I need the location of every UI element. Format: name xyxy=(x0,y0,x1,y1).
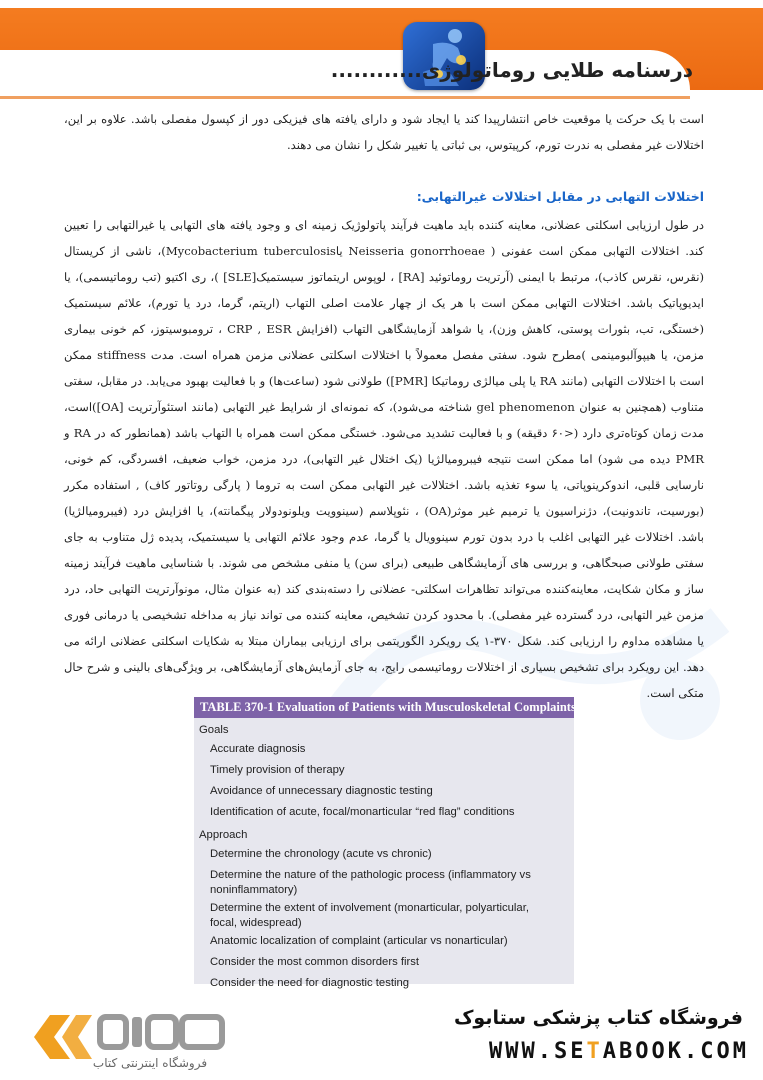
store-url xyxy=(489,1039,749,1064)
table-row: Determine the nature of the pathologic process (inflammatory vs noninflammatory) xyxy=(210,869,531,896)
logo-caption: فروشگاه اینترنتی کتاب xyxy=(92,1056,208,1070)
evaluation-table xyxy=(194,697,576,989)
table-row: Identification of acute, focal/monarticular “red flag” conditions xyxy=(210,806,515,818)
table-row: Consider the most common disorders first xyxy=(210,956,420,968)
table-row: Determine the extent of involvement (monarticular, polyarticular, focal, widespread) xyxy=(210,902,529,929)
url-part1: WWW.SE xyxy=(489,1039,587,1064)
url-part2: ABOOK.COM xyxy=(602,1039,749,1064)
main-paragraph: در طول ارزیابی اسکلتی عضلانی، معاینه کننده باید ماهیت فرآیند پاتولوژیک زمینه ای و وجود یافته های التهابی یا غیرالتهابی را تعیین کند. اختلالات التهابی ممکن است عفونی ( Neisseria gonorrhoeae یاMycobacterium tuberculosis)، ناشی از کریستال (نقرس، نقرس کاذب)، مرتبط با ایمنی (آرتریت روماتوئید [RA] ، لوپوس اریتماتوز سیستمیک[SLE] )، ری اکتیو (تب روماتیسمی)، یا ایدیوپاتیک باشد. اختلالات التهابی ممکن است با هر یک از چهار علامت اصلی التهاب (اریتم، گرما، درد یا تورم)، علائم سیستمیک (خستگی، تب، بثورات پوستی، کاهش وزن)، یا شواهد آزمایشگاهی التهاب (افزایش CRP , ESR ، ترومبوسیتوز، کم خونی بیماری مزمن، یا هیپوآلبومینمی )مطرح شود. سفتی مفصل معمولاً با اختلالات اسکلتی عضلانی مزمن همراه است. مدت stiffness ممکن است با اختلالات التهابی (مانند RA یا پلی میالژی روماتیکا [PMR]) طولانی شود (ساعت‌ها) و با فعالیت بهبود می‌یابد. در مقابل، سفتی متناوب (همچنین به عنوان gel phenomenon شناخته می‌شود)، که نمونه‌ای از شرایط غیر التهابی (مانند استئوآرتریت [OA])است، مدت زمان کوتاه‌تری دارد (<۶۰ دقیقه) و با فعالیت تشدید می‌شود. خستگی ممکن است همراه با التهاب باشد (همانطور که در RA و PMR دیده می شود) اما ممکن است نتیجه فیبرومیالژیا (یک اختلال غیر التهابی)، درد مزمن، خواب ضعیف، افسردگی، کم خونی، نارسایی قلبی، اندوکرینوپاتی، یا سوء تغذیه باشد. اختلالات غیر التهابی ممکن است به تروما ( پارگی روتاتور کاف) , استفاده مکرر (بورسیت، تاندونیت)، دژنراسیون یا ترمیم غیر موثر(OA) ، نئوپلاسم (سینوویت ویلونودولار پیگمانته)، یا افزایش درد (فیبرومیالژیا) باشد. اختلالات غیر التهابی اغلب با درد بدون تورم سینوویال یا گرما، عدم وجود علائم التهابی یا سیستمیک، پدیده ژل متناوب به جای سفتی طولانی صبحگاهی، و بررسی های آزمایشگاهی طبیعی (برای سن) یا منفی مشخص می شوند. با شناسایی ماهیت فرآیند زمینه ساز و مکان شکایت، معاینه‌کننده می‌تواند تظاهرات اسکلتی- عضلانی را دسته‌بندی کند (به عنوان مثال، مونوآرتریت التهابی حاد، درد مزمن غیر التهابی، درد گسترده غیر مفصلی). با محدود کردن تشخیص، معاینه کننده می تواند نیاز به مداخله تشخیصی یا درمانی فوری یا مشاهده مداوم را ارزیابی کند. شکل ۳۷۰-۱ یک رویکرد الگوریتمی برای ارزیابی بیماران مبتلا به شکایات اسکلتی عضلانی ارائه می دهد. این رویکرد برای تشخیص بسیاری از اختلالات روماتیسمی رایج، به جای آزمایش‌های آزمایشگاهی، بر ویژگی‌های بالینی و شرح حال متکی است. xyxy=(64,218,705,700)
header-underline xyxy=(0,96,690,99)
table-section-goals: Goals xyxy=(199,724,229,736)
intro-paragraph: است با یک حرکت یا موقعیت خاص انتشارپیدا کند یا ایجاد شود و دارای یافته های فیزیکی دور از کپسول مفصلی باشد. علاوه بر این، اختلالات غیر مفصلی به ندرت تورم، کرپیتوس، بی ثباتی یا تغییر شکل را نشان می دهند. xyxy=(64,112,704,152)
table-section-approach: Approach xyxy=(199,829,248,841)
table-row: Determine the chronology (acute vs chronic) xyxy=(210,848,432,860)
store-name: فروشگاه کتاب پزشکی ستابوک xyxy=(453,1007,743,1029)
url-highlight: T xyxy=(586,1039,603,1064)
table-title: TABLE 370-1 Evaluation of Patients with Musculoskeletal Complaints xyxy=(194,697,574,718)
page-header xyxy=(0,0,763,100)
page-footer xyxy=(0,993,763,1080)
setabook-logo-icon xyxy=(30,1003,240,1073)
table-row: Accurate diagnosis xyxy=(210,743,306,755)
table-row: Timely provision of therapy xyxy=(210,764,345,776)
table-row: Avoidance of unnecessary diagnostic testing xyxy=(210,785,433,797)
page-title: درسنامه طلایی روماتولوژی............ xyxy=(330,58,693,82)
table-row: Anatomic localization of complaint (articular vs nonarticular) xyxy=(210,935,508,947)
section-heading: اختلالات التهابی در مقابل اختلالات غیرالتهابی: xyxy=(416,189,704,204)
table-row: Consider the need for diagnostic testing xyxy=(210,977,410,989)
article-body xyxy=(64,106,704,706)
